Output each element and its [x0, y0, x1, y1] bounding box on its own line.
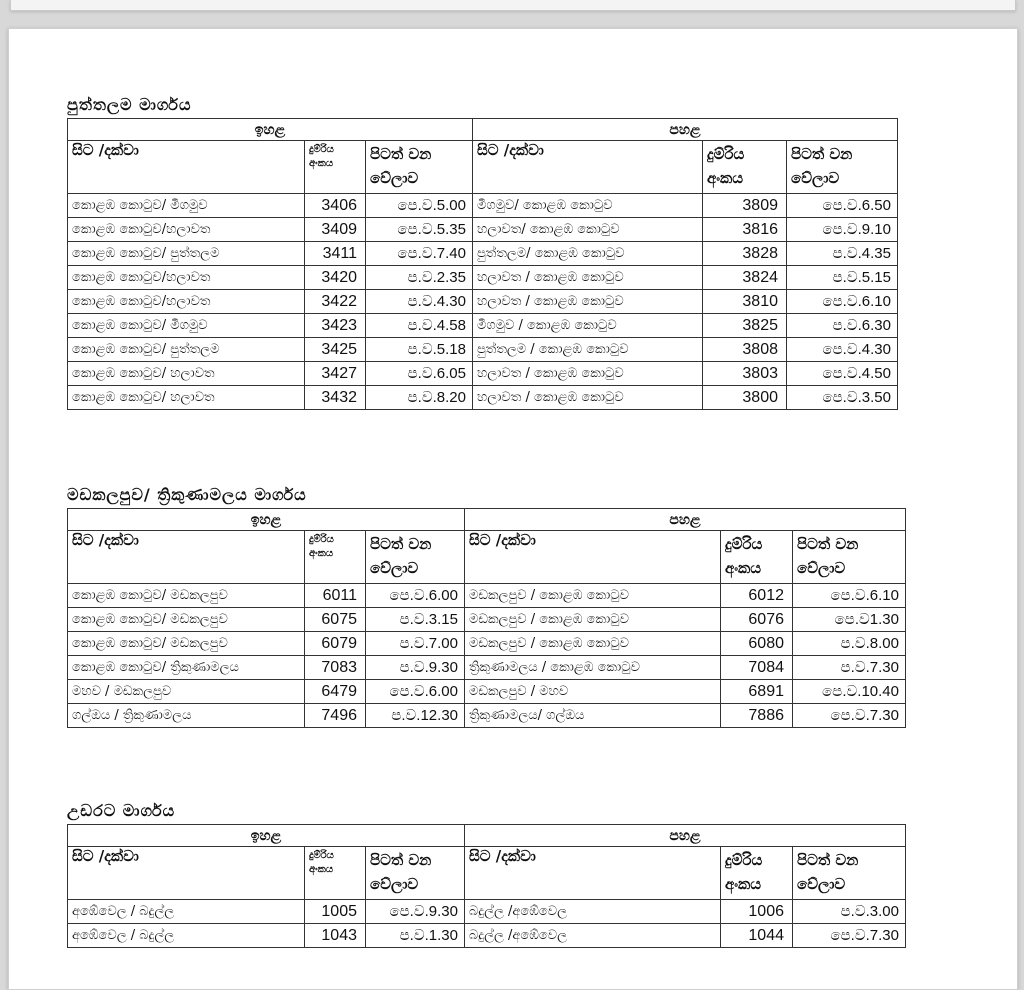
down-train-no: 3800	[703, 386, 787, 410]
down-time: පෙ.ව.4.30	[787, 338, 898, 362]
column-header-row	[68, 847, 906, 900]
section-title: උඩරට මාර්ගය	[67, 801, 176, 820]
col-train-no: දුම්රිය අංකය	[703, 141, 787, 194]
down-route: මඩකලපුව / මහව	[465, 680, 721, 704]
up-route: කොළඹ කොටුව/ මඩකලපුව	[68, 632, 305, 656]
up-route: කොළඹ කොටුව/ හලාවත	[68, 386, 305, 410]
down-route: මීගමුව/ කොළඹ කොටුව	[473, 194, 703, 218]
down-train-no: 1044	[721, 924, 793, 948]
down-route: මඩකලපුව / කොළඹ කොටුව	[465, 584, 721, 608]
col-train-no: දුම්රිය අංකය	[305, 847, 366, 900]
down-train-no: 3825	[703, 314, 787, 338]
down-route: මීගමුව / කොළඹ කොටුව	[473, 314, 703, 338]
table-row	[68, 704, 906, 728]
up-route: කොළඹ කොටුව/ පුත්තලම	[68, 338, 305, 362]
down-time: පෙ.ව.7.30	[793, 924, 906, 948]
up-train-no: 3422	[305, 290, 366, 314]
up-time: ප.ව.3.15	[366, 608, 465, 632]
table-row	[68, 680, 906, 704]
up-train-no: 3411	[305, 242, 366, 266]
down-time: පෙ.ව.9.10	[787, 218, 898, 242]
col-depart-time: පිටත් වන වේලාව	[366, 141, 473, 194]
down-train-no: 6891	[721, 680, 793, 704]
up-time: පෙ.ව.5.35	[366, 218, 473, 242]
up-time: ප.ව.8.20	[366, 386, 473, 410]
timetable-upcountry	[67, 824, 906, 948]
up-train-no: 3420	[305, 266, 366, 290]
up-route: කොළඹ කොටුව/ මඩකලපුව	[68, 584, 305, 608]
up-time: ප.ව.4.58	[366, 314, 473, 338]
direction-header-row	[68, 119, 898, 141]
down-route: මඩකලපුව / කොළඹ කොටුව	[465, 632, 721, 656]
down-route: හලාවත/ කොළඹ කොටුව	[473, 218, 703, 242]
down-route: ත්‍රිකුණාමලය / කොළඹ කොටුව	[465, 656, 721, 680]
table-row	[68, 900, 906, 924]
up-time: ප.ව.4.30	[366, 290, 473, 314]
down-train-no: 7084	[721, 656, 793, 680]
up-route: අඹේවෙල / බදුල්ල	[68, 900, 305, 924]
up-time: ප.ව.2.35	[366, 266, 473, 290]
up-time: ප.ව.12.30	[366, 704, 465, 728]
up-train-no: 3432	[305, 386, 366, 410]
up-time: ප.ව.6.05	[366, 362, 473, 386]
col-from-to: සිට /දක්වා	[465, 531, 721, 584]
table-row	[68, 584, 906, 608]
up-route: කොළඹ කොටුව/හලාවත	[68, 266, 305, 290]
up-time: පෙ.ව.5.00	[366, 194, 473, 218]
down-train-no: 1006	[721, 900, 793, 924]
down-train-no: 6076	[721, 608, 793, 632]
up-time: පෙ.ව.7.40	[366, 242, 473, 266]
down-time: පෙ.ව.6.50	[787, 194, 898, 218]
down-route: හලාවත / කොළඹ කොටුව	[473, 266, 703, 290]
up-route: කොළඹ කොටුව/හලාවත	[68, 290, 305, 314]
column-header-row	[68, 531, 906, 584]
down-route: හලාවත / කොළඹ කොටුව	[473, 362, 703, 386]
down-route: මඩකලපුව / කොළඹ කොටුව	[465, 608, 721, 632]
up-route: කොළඹ කොටුව/හලාවත	[68, 218, 305, 242]
up-train-no: 7496	[305, 704, 366, 728]
section-title: මඩකලපුව/ ත්‍රිකුණාමලය මාර්ගය	[67, 485, 307, 504]
table-row	[68, 362, 898, 386]
up-train-no: 3425	[305, 338, 366, 362]
down-route: හලාවත / කොළඹ කොටුව	[473, 290, 703, 314]
down-train-no: 3803	[703, 362, 787, 386]
up-route: කොළඹ කොටුව/ මීගමුව	[68, 314, 305, 338]
down-time: පෙ.ව.7.30	[793, 704, 906, 728]
timetable-puttalam	[67, 118, 898, 410]
col-from-to: සිට /දක්වා	[68, 141, 305, 194]
down-time: ප.ව.3.00	[793, 900, 906, 924]
up-train-no: 3427	[305, 362, 366, 386]
up-route: කොළඹ කොටුව/ මීගමුව	[68, 194, 305, 218]
up-train-no: 7083	[305, 656, 366, 680]
up-header: ඉහළ	[68, 509, 465, 531]
up-train-no: 3406	[305, 194, 366, 218]
down-time: පෙ.ව.3.50	[787, 386, 898, 410]
down-time: ප.ව.6.30	[787, 314, 898, 338]
down-train-no: 3810	[703, 290, 787, 314]
col-from-to: සිට /දක්වා	[68, 531, 305, 584]
table-row	[68, 218, 898, 242]
down-header: පහළ	[465, 825, 906, 847]
col-depart-time: පිටත් වන වේලාව	[787, 141, 898, 194]
up-header: ඉහළ	[68, 825, 465, 847]
up-train-no: 3409	[305, 218, 366, 242]
up-train-no: 6011	[305, 584, 366, 608]
direction-header-row	[68, 509, 906, 531]
down-route: බදුල්ල /අඹේවෙල	[465, 900, 721, 924]
up-time: ප.ව.1.30	[366, 924, 465, 948]
down-time: පෙ.ව1.30	[793, 608, 906, 632]
down-time: පෙ.ව.4.50	[787, 362, 898, 386]
down-train-no: 3824	[703, 266, 787, 290]
col-train-no: දුම්රිය අංකය	[721, 847, 793, 900]
table-row	[68, 632, 906, 656]
table-row	[68, 242, 898, 266]
down-time: ප.ව.4.35	[787, 242, 898, 266]
down-train-no: 6012	[721, 584, 793, 608]
col-train-no: දුම්රිය අංකය	[721, 531, 793, 584]
section-puttalam	[67, 94, 898, 410]
col-from-to: සිට /දක්වා	[68, 847, 305, 900]
down-route: පුත්තලම/ කොළඹ කොටුව	[473, 242, 703, 266]
down-train-no: 6080	[721, 632, 793, 656]
up-time: ප.ව.9.30	[366, 656, 465, 680]
col-from-to: සිට /දක්වා	[473, 141, 703, 194]
down-header: පහළ	[465, 509, 906, 531]
down-time: ප.ව.7.30	[793, 656, 906, 680]
down-header: පහළ	[473, 119, 898, 141]
table-row	[68, 194, 898, 218]
down-route: බදුල්ල /අඹේවෙල	[465, 924, 721, 948]
col-depart-time: පිටත් වන වේලාව	[366, 847, 465, 900]
table-row	[68, 608, 906, 632]
down-time: ප.ව.5.15	[787, 266, 898, 290]
up-train-no: 6479	[305, 680, 366, 704]
up-route: කොළඹ කොටුව/ හලාවත	[68, 362, 305, 386]
up-train-no: 3423	[305, 314, 366, 338]
up-time: පෙ.ව.9.30	[366, 900, 465, 924]
up-route: කොළඹ කොටුව/ මඩකලපුව	[68, 608, 305, 632]
up-train-no: 1005	[305, 900, 366, 924]
table-row	[68, 386, 898, 410]
up-route: අඹේවෙල / බදුල්ල	[68, 924, 305, 948]
col-depart-time: පිටත් වන වේලාව	[366, 531, 465, 584]
col-from-to: සිට /දක්වා	[465, 847, 721, 900]
up-time: පෙ.ව.6.00	[366, 680, 465, 704]
direction-header-row	[68, 825, 906, 847]
col-train-no: දුම්රිය අංකය	[305, 531, 366, 584]
up-train-no: 6075	[305, 608, 366, 632]
up-route: කොළඹ කොටුව/ පුත්තලම	[68, 242, 305, 266]
up-header: ඉහළ	[68, 119, 473, 141]
section-upcountry	[67, 800, 906, 948]
down-train-no: 3828	[703, 242, 787, 266]
up-time: ප.ව.7.00	[366, 632, 465, 656]
up-train-no: 6079	[305, 632, 366, 656]
table-row	[68, 266, 898, 290]
down-train-no: 3808	[703, 338, 787, 362]
up-time: පෙ.ව.6.00	[366, 584, 465, 608]
up-train-no: 1043	[305, 924, 366, 948]
up-time: ප.ව.5.18	[366, 338, 473, 362]
col-depart-time: පිටත් වන වේලාව	[793, 847, 906, 900]
up-route: ගල්ඔය / ත්‍රිකුණාමලය	[68, 704, 305, 728]
down-route: හලාවත / කොළඹ කොටුව	[473, 386, 703, 410]
down-time: පෙ.ව.10.40	[793, 680, 906, 704]
down-time: පෙ.ව.6.10	[787, 290, 898, 314]
section-title: පුත්තලම මාර්ගය	[67, 95, 192, 114]
down-time: ප.ව.8.00	[793, 632, 906, 656]
down-train-no: 3816	[703, 218, 787, 242]
col-depart-time: පිටත් වන වේලාව	[793, 531, 906, 584]
table-row	[68, 314, 898, 338]
down-route: පුත්තලම / කොළඹ කොටුව	[473, 338, 703, 362]
section-batticaloa-trincomalee	[67, 484, 906, 728]
up-route: කොළඹ කොටුව/ ත්‍රිකුණාමලය	[68, 656, 305, 680]
table-row	[68, 924, 906, 948]
col-train-no: දුම්රිය අංකය	[305, 141, 366, 194]
up-route: මහව / මඩකලපුව	[68, 680, 305, 704]
down-train-no: 3809	[703, 194, 787, 218]
column-header-row	[68, 141, 898, 194]
table-row	[68, 338, 898, 362]
down-train-no: 7886	[721, 704, 793, 728]
table-row	[68, 290, 898, 314]
table-row	[68, 656, 906, 680]
down-time: පෙ.ව.6.10	[793, 584, 906, 608]
previous-page-edge	[10, 0, 1016, 11]
timetable-batticaloa-trincomalee	[67, 508, 906, 728]
down-route: ත්‍රිකුණාමලය/ ගල්ඔය	[465, 704, 721, 728]
